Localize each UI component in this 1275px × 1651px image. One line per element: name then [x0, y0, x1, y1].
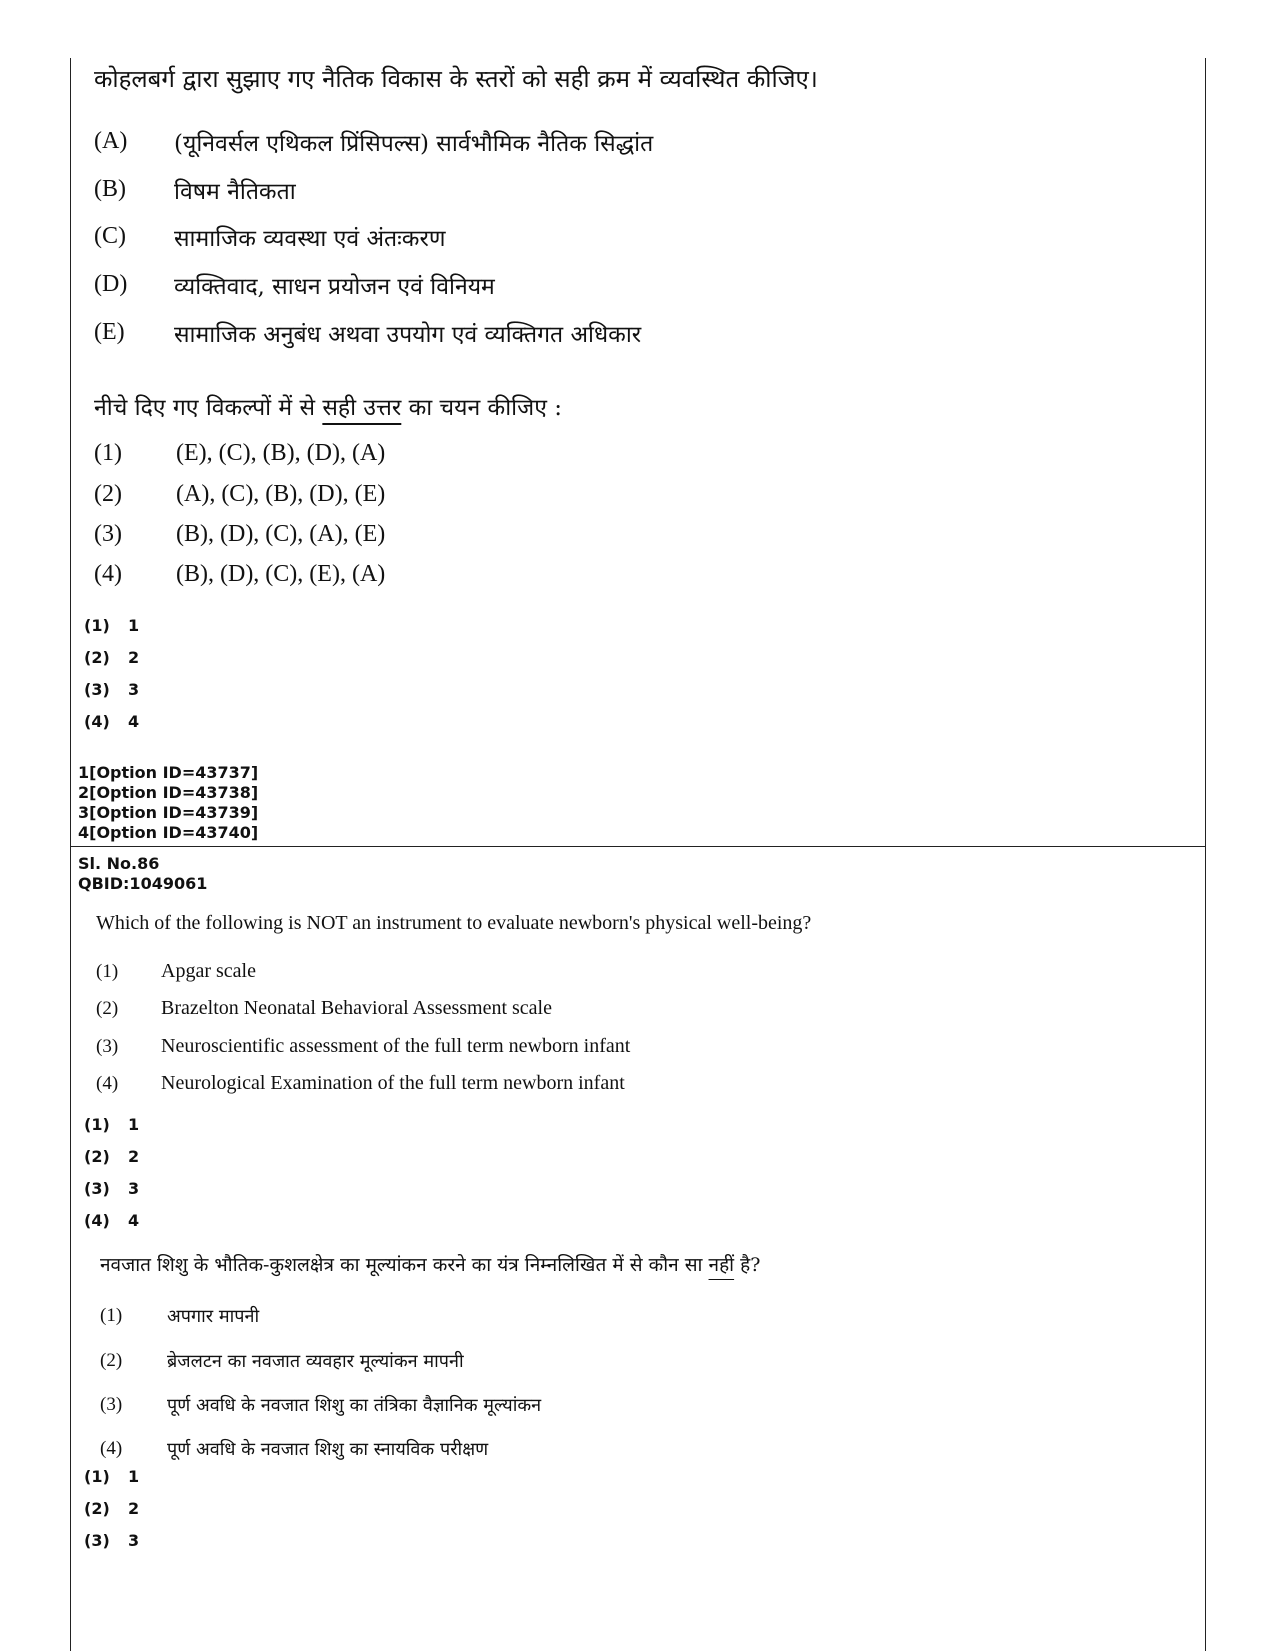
choice-value: 4 [128, 712, 140, 731]
option-label: (4) [100, 1438, 123, 1459]
choice-value: 3 [128, 1179, 140, 1198]
option-label: (1) [100, 1305, 123, 1326]
question-stem-english: Which of the following is NOT an instrument to evaluate newborn's physical well-being? [96, 912, 812, 934]
option-label: (2) [100, 1350, 123, 1371]
choice-value: 1 [128, 1115, 140, 1134]
option-text: Brazelton Neonatal Behavioral Assessment scale [161, 997, 552, 1019]
option-text: ब्रेजलटन का नवजात व्यवहार मूल्यांकन मापनी [167, 1351, 464, 1372]
choice-value: 3 [128, 1531, 140, 1550]
option-text: Neuroscientific assessment of the full term newborn infant [161, 1035, 631, 1057]
choice-row[interactable] [84, 1147, 139, 1166]
choice-number: (1) [84, 1467, 110, 1486]
option-text: पूर्ण अवधि के नवजात शिशु का स्नायविक परीक्षण [167, 1439, 489, 1460]
instruction-emphasis: सही उत्तर [322, 395, 402, 421]
choice-number: (4) [84, 1211, 110, 1230]
option-id: 1[Option ID=43737] [78, 763, 259, 782]
choice-value: 2 [128, 1147, 140, 1166]
choice-number: (1) [84, 616, 110, 635]
serial-number: Sl. No.86 [78, 854, 160, 873]
item-text: विषम नैतिकता [174, 179, 296, 205]
choice-value: 1 [128, 1467, 140, 1486]
choice-number: (2) [84, 648, 110, 667]
choice-number: (3) [84, 1179, 110, 1198]
option-text: अपगार मापनी [167, 1306, 260, 1327]
page-border-right [1205, 58, 1206, 1651]
choice-number: (1) [84, 1115, 110, 1134]
option-id: 3[Option ID=43739] [78, 803, 259, 822]
stem-text: नवजात शिशु के भौतिक-कुशलक्षेत्र का मूल्यांकन करने का यंत्र निम्नलिखित में से कौन सा [100, 1254, 709, 1276]
choice-number: (2) [84, 1147, 110, 1166]
option-text: पूर्ण अवधि के नवजात शिशु का तंत्रिका वैज्ञानिक मूल्यांकन [167, 1395, 542, 1416]
item-label: (A) [94, 128, 128, 154]
choice-row[interactable] [84, 1499, 139, 1518]
answer-text: (A), (C), (B), (D), (E) [176, 481, 386, 507]
choice-row[interactable] [84, 616, 139, 635]
choice-row[interactable] [84, 1179, 139, 1198]
stem-emphasis: नहीं [708, 1254, 735, 1276]
choice-value: 2 [128, 1499, 140, 1518]
stem-text: है? [734, 1254, 761, 1276]
answer-label: (2) [94, 481, 122, 507]
option-label: (4) [96, 1073, 119, 1094]
instruction-text: का चयन कीजिए : [401, 395, 562, 421]
answer-label: (3) [94, 521, 122, 547]
item-text: सामाजिक व्यवस्था एवं अंतःकरण [174, 226, 446, 252]
answer-text: (E), (C), (B), (D), (A) [176, 440, 386, 466]
choice-value: 2 [128, 648, 140, 667]
instruction-text: नीचे दिए गए विकल्पों में से [94, 395, 323, 421]
choice-row[interactable] [84, 680, 139, 699]
answer-label: (4) [94, 561, 122, 587]
instruction [94, 390, 562, 422]
choice-value: 1 [128, 616, 140, 635]
question-divider [70, 846, 1205, 847]
question-stem-hindi [100, 1251, 760, 1277]
option-label: (3) [96, 1036, 119, 1057]
choice-row[interactable] [84, 648, 139, 667]
option-label: (2) [96, 998, 119, 1019]
choice-row[interactable] [84, 1115, 139, 1134]
question-stem: कोहलबर्ग द्वारा सुझाए गए नैतिक विकास के स्तरों को सही क्रम में व्यवस्थित कीजिए। [94, 65, 818, 93]
item-text: सामाजिक अनुबंध अथवा उपयोग एवं व्यक्तिगत अधिकार [174, 322, 642, 348]
option-label: (1) [96, 961, 119, 982]
question-bank-id: QBID:1049061 [78, 874, 208, 893]
choice-number: (3) [84, 680, 110, 699]
page-border-left [70, 58, 71, 1651]
choice-number: (4) [84, 712, 110, 731]
choice-row[interactable] [84, 712, 139, 731]
choice-number: (2) [84, 1499, 110, 1518]
choice-value: 3 [128, 680, 140, 699]
choice-row[interactable] [84, 1467, 139, 1486]
item-text: (यूनिवर्सल एथिकल प्रिंसिपल्स) सार्वभौमिक नैतिक सिद्धांत [174, 131, 654, 157]
answer-text: (B), (D), (C), (A), (E) [176, 521, 386, 547]
item-text: व्यक्तिवाद, साधन प्रयोजन एवं विनियम [174, 274, 495, 300]
item-label: (D) [94, 271, 128, 297]
choice-row[interactable] [84, 1531, 139, 1550]
item-label: (E) [94, 319, 125, 345]
answer-text: (B), (D), (C), (E), (A) [176, 561, 386, 587]
item-label: (B) [94, 176, 126, 202]
choice-number: (3) [84, 1531, 110, 1550]
option-id: 2[Option ID=43738] [78, 783, 259, 802]
choice-value: 4 [128, 1211, 140, 1230]
choice-row[interactable] [84, 1211, 139, 1230]
option-label: (3) [100, 1394, 123, 1415]
item-label: (C) [94, 223, 126, 249]
option-id: 4[Option ID=43740] [78, 823, 259, 842]
option-text: Neurological Examination of the full term newborn infant [161, 1072, 625, 1094]
answer-label: (1) [94, 440, 122, 466]
option-text: Apgar scale [161, 960, 256, 982]
